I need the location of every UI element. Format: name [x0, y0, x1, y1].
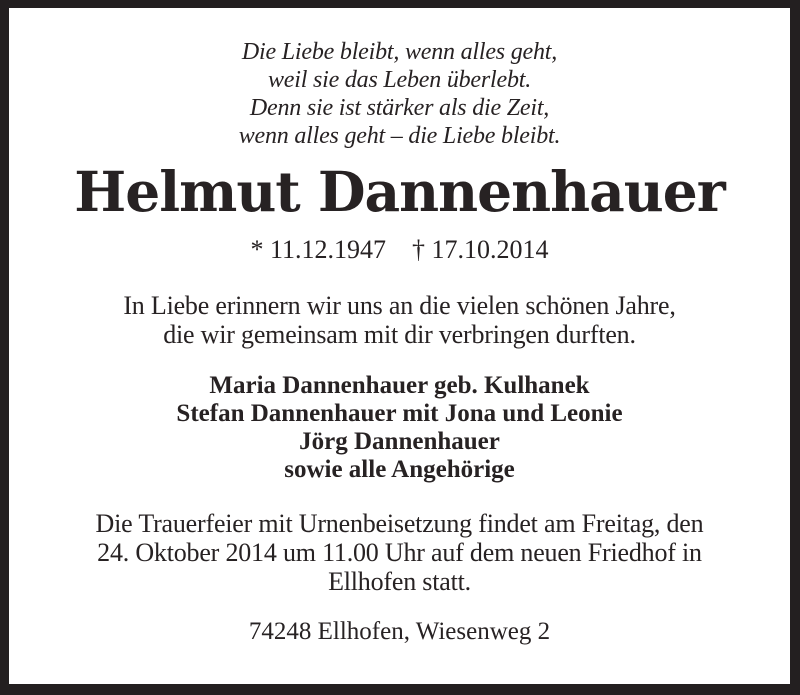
- address-line: 74248 Ellhofen, Wiesenweg 2: [248, 617, 551, 645]
- family-line: Jörg Dannenhauer: [299, 427, 500, 455]
- family-line: Stefan Dannenhauer mit Jona und Leonie: [176, 399, 623, 427]
- funeral-line: Die Trauerfeier mit Urnenbeisetzung findet am Freitag, den: [95, 508, 704, 538]
- memory-line: In Liebe erinnern wir uns an die vielen schönen Jahre,: [123, 290, 676, 320]
- funeral-line: 24. Oktober 2014 um 11.00 Uhr auf dem neuen Friedhof in: [97, 537, 702, 567]
- deceased-name: Helmut Dannenhauer: [74, 159, 725, 224]
- funeral-line: Ellhofen statt.: [328, 566, 471, 596]
- memory-line: die wir gemeinsam mit dir verbringen durften.: [163, 319, 636, 349]
- poem-line: wenn alles geht – die Liebe bleibt.: [238, 123, 561, 149]
- memory-text: [9, 291, 790, 349]
- poem-line: Denn sie ist stärker als die Zeit,: [249, 95, 550, 121]
- family-line: Maria Dannenhauer geb. Kulhanek: [209, 371, 590, 399]
- funeral-details: [9, 509, 790, 596]
- poem-line: weil sie das Leben überlebt.: [267, 67, 532, 93]
- death-date: † 17.10.2014: [412, 234, 549, 264]
- poem-verse: [9, 38, 790, 150]
- life-dates: [9, 235, 790, 265]
- birth-date: * 11.12.1947: [250, 234, 387, 264]
- family-names: [9, 372, 790, 484]
- family-line: sowie alle Angehörige: [284, 455, 515, 483]
- poem-line: Die Liebe bleibt, wenn alles geht,: [241, 39, 558, 65]
